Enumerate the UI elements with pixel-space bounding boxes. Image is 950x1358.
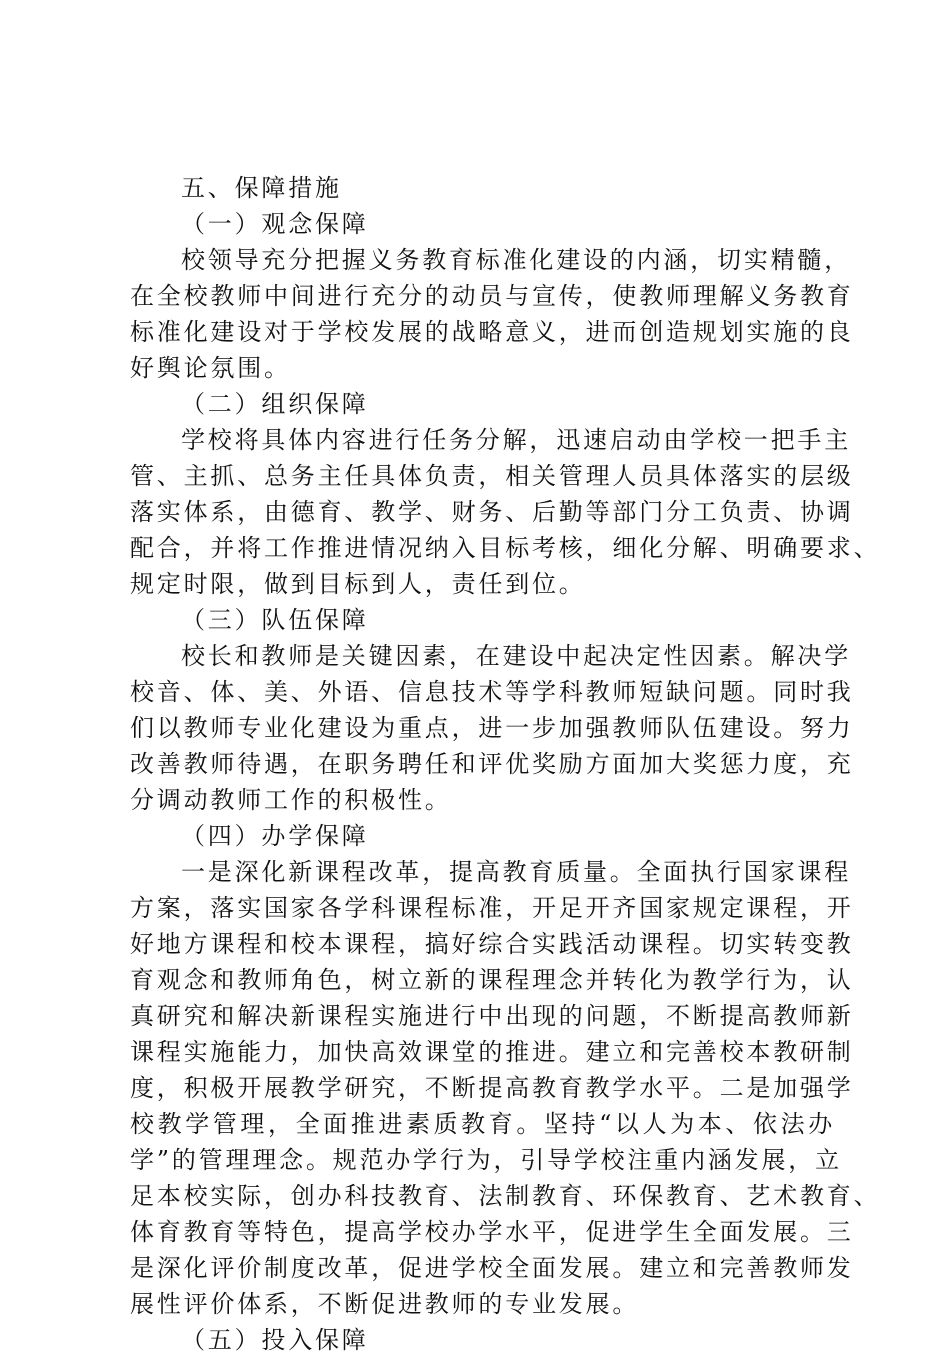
paragraph-line: 们以教师专业化建设为重点，进一步加强教师队伍建设。努力 <box>130 714 854 742</box>
paragraph-line: 配合，并将工作推进情况纳入目标考核，细化分解、明确要求、 <box>130 534 881 562</box>
section-title: 五、保障措施 <box>181 174 342 202</box>
paragraph-line: 校领导充分把握义务教育标准化建设的内涵，切实精髓， <box>181 246 851 274</box>
paragraph-line: 落实体系，由德育、教学、财务、后勤等部门分工负责、协调 <box>130 498 854 526</box>
paragraph-line: 标准化建设对于学校发展的战略意义，进而创造规划实施的良 <box>130 318 854 346</box>
paragraph-line: 一是深化新课程改革，提高教育质量。全面执行国家课程 <box>181 858 851 886</box>
paragraph-line: 真研究和解决新课程实施进行中出现的问题，不断提高教师新 <box>130 1002 854 1030</box>
paragraph-line: 课程实施能力，加快高效课堂的推进。建立和完善校本教研制 <box>130 1038 854 1066</box>
paragraph-line: 规定时限，做到目标到人，责任到位。 <box>130 570 586 598</box>
subsection-heading-4: （四）办学保障 <box>181 822 369 850</box>
paragraph-line: 校长和教师是关键因素，在建设中起决定性因素。解决学 <box>181 642 851 670</box>
paragraph-line: 是深化评价制度改革，促进学校全面发展。建立和完善教师发 <box>130 1254 854 1282</box>
paragraph-line: 好舆论氛围。 <box>130 354 291 382</box>
paragraph-line: 体育教育等特色，提高学校办学水平，促进学生全面发展。三 <box>130 1218 854 1246</box>
paragraph-line: 学校将具体内容进行任务分解，迅速启动由学校一把手主 <box>181 426 851 454</box>
paragraph-line: 育观念和教师角色，树立新的课程理念并转化为教学行为，认 <box>130 966 854 994</box>
document-body <box>130 170 881 1358</box>
subsection-heading-3: （三）队伍保障 <box>181 606 369 634</box>
paragraph-line: 校音、体、美、外语、信息技术等学科教师短缺问题。同时我 <box>130 678 854 706</box>
paragraph-line: 学”的管理理念。规范办学行为，引导学校注重内涵发展，立 <box>130 1146 842 1174</box>
paragraph-line: 管、主抓、总务主任具体负责，相关管理人员具体落实的层级 <box>130 462 854 490</box>
subsection-heading-5: （五）投入保障 <box>181 1326 369 1354</box>
paragraph-line: 校教学管理，全面推进素质教育。坚持“以人为本、依法办 <box>130 1110 835 1138</box>
paragraph-line: 改善教师待遇，在职务聘任和评优奖励方面加大奖惩力度，充 <box>130 750 854 778</box>
paragraph-line: 足本校实际，创办科技教育、法制教育、环保教育、艺术教育、 <box>130 1182 881 1210</box>
subsection-heading-2: （二）组织保障 <box>181 390 369 418</box>
paragraph-line: 分调动教师工作的积极性。 <box>130 786 452 814</box>
paragraph-line: 度，积极开展教学研究，不断提高教育教学水平。二是加强学 <box>130 1074 854 1102</box>
paragraph-line: 展性评价体系，不断促进教师的专业发展。 <box>130 1290 640 1318</box>
subsection-heading-1: （一）观念保障 <box>181 210 369 238</box>
paragraph-line: 方案，落实国家各学科课程标准，开足开齐国家规定课程，开 <box>130 894 854 922</box>
paragraph-line: 在全校教师中间进行充分的动员与宣传，使教师理解义务教育 <box>130 282 854 310</box>
paragraph-line: 好地方课程和校本课程，搞好综合实践活动课程。切实转变教 <box>130 930 854 958</box>
